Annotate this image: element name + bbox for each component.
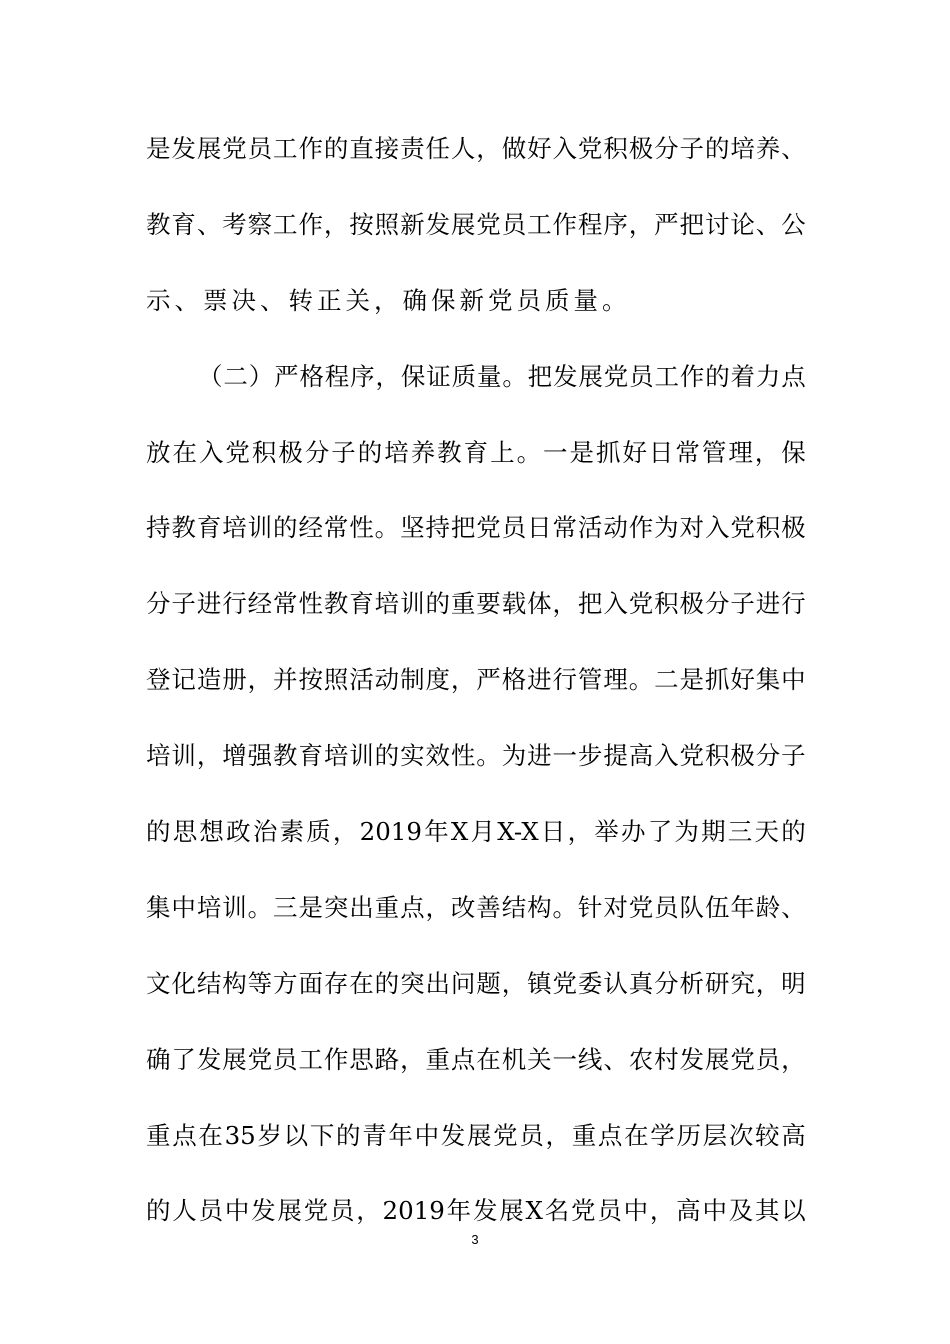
text-line: 是 发 展 党 员 工 作 的 直 接 责 任 人 ， 做 好 入 党 积 极 分 子 的 培 养 、 bbox=[146, 134, 806, 163]
body-text bbox=[146, 124, 806, 1262]
text-line: 培 训 ， 增 强 教 育 培 训 的 实 效 性 。 为 进 一 步 提 高 入 党 积 极 分 子 bbox=[146, 741, 806, 771]
text-line: 放 在 入 党 积 极 分 子 的 培 养 教 育 上 。 一 是 抓 好 日 常 管 理 ， 保 bbox=[146, 437, 806, 467]
text-line: 示、票决、转正关，确保新党员质量。 bbox=[146, 285, 631, 315]
text-line: 文 化 结 构 等 方 面 存 在 的 突 出 问 题 ， 镇 党 委 认 真 分 析 研 究 ， 明 bbox=[146, 968, 806, 998]
text-line: 的 人 员 中 发 展 党 员 ， 2019 年 发 展 X 名 党 员 中 ， 高 中 及 其 以 bbox=[146, 1196, 806, 1226]
text-line: 确 了 发 展 党 员 工 作 思 路 ， 重 点 在 机 关 一 线 、 农 村 发 展 党 员 ， bbox=[146, 1044, 806, 1074]
text-line: 分 子 进 行 经 常 性 教 育 培 训 的 重 要 载 体 ， 把 入 党 积 极 分 子 进 行 bbox=[146, 589, 806, 619]
text-line: 登 记 造 册 ， 并 按 照 活 动 制 度 ， 严 格 进 行 管 理 。 二 是 抓 好 集 中 bbox=[146, 665, 806, 695]
text-line: 的 思 想 政 治 素 质 ， 2019 年 X 月 X-X 日 ， 举 办 了 为 期 三 天 的 bbox=[146, 817, 806, 847]
text-line-paragraph-start: （ 二 ） 严 格 程 序 ， 保 证 质 量 。 把 发 展 党 员 工 作 的 着 力 点 bbox=[198, 361, 806, 391]
text-line: 重 点 在 35 岁 以 下 的 青 年 中 发 展 党 员 ， 重 点 在 学 历 层 次 较 高 bbox=[146, 1120, 806, 1150]
text-line: 集 中 培 训 。 三 是 突 出 重 点 ， 改 善 结 构 。 针 对 党 员 队 伍 年 龄 、 bbox=[146, 892, 806, 922]
text-line: 教 育 、 考 察 工 作 ， 按 照 新 发 展 党 员 工 作 程 序 ， 严 把 讨 论 、 公 bbox=[146, 209, 806, 239]
page-number: 3 bbox=[471, 1232, 479, 1247]
text-line: 持 教 育 培 训 的 经 常 性 。 坚 持 把 党 员 日 常 活 动 作 为 对 入 党 积 极 bbox=[146, 513, 806, 543]
